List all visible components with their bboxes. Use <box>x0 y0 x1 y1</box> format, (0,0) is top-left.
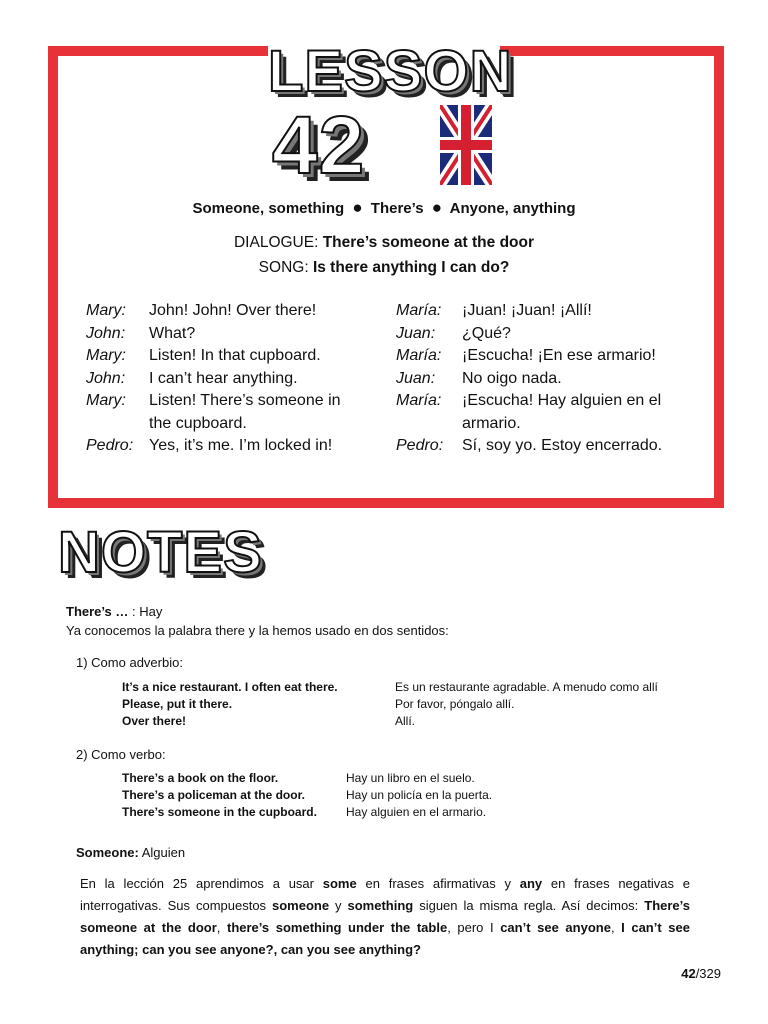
speaker: María: <box>396 302 442 319</box>
explanation-paragraph <box>80 873 690 961</box>
dialogue-line <box>396 300 706 323</box>
para-text: , <box>216 920 227 935</box>
para-bold: someone <box>272 898 330 913</box>
dialogue-line <box>86 368 366 391</box>
speaker: Pedro: <box>396 437 444 454</box>
line-text: ¡Escucha! ¡En ese armario! <box>462 347 656 364</box>
adverb-examples-es <box>395 679 658 730</box>
line-text: Listen! In that cupboard. <box>149 347 321 364</box>
adverb-label: 1) Como adverbio: <box>76 655 183 670</box>
speaker: María: <box>396 392 442 409</box>
adverb-examples-en <box>122 679 338 730</box>
dialogue-label: DIALOGUE: <box>233 234 323 251</box>
notes-heading: NOTES <box>58 520 263 585</box>
verb-examples-es <box>346 770 492 821</box>
line-text: Sí, soy yo. Estoy encerrado. <box>462 437 663 454</box>
example-en: There’s someone in the cupboard. <box>122 805 317 819</box>
para-text: , <box>610 920 622 935</box>
para-text: , pero I <box>447 920 501 935</box>
para-bold: there’s something under the table <box>227 920 448 935</box>
someone-meaning: Alguien <box>138 845 186 860</box>
speaker: Juan: <box>396 324 436 342</box>
song-title <box>0 259 768 277</box>
uk-flag-icon <box>440 105 492 185</box>
para-text: y <box>329 898 348 913</box>
theres-meaning: : Hay <box>131 604 163 619</box>
para-bold: There’s someone at the door <box>80 898 691 935</box>
lesson-title: LESSON <box>268 39 513 104</box>
para-bold: any <box>519 876 543 891</box>
example-es: Hay un libro en el suelo. <box>346 771 475 785</box>
example-es: Hay un policía en la puerta. <box>346 788 493 802</box>
dialogue-line <box>396 435 706 458</box>
para-bold: can’t see anyone <box>500 920 611 935</box>
page-total: /329 <box>695 966 721 981</box>
speaker: Mary: <box>86 347 126 364</box>
example-es: Por favor, póngalo allí. <box>395 697 515 711</box>
para-text: siguen la misma regla. Así decimos: <box>413 898 645 913</box>
line-text: Yes, it’s me. I’m locked in! <box>149 437 333 454</box>
example-en: There’s a book on the floor. <box>122 771 279 785</box>
dialogue-title <box>0 234 768 252</box>
topic-someone: Someone, something <box>192 200 345 217</box>
example-es: Es un restaurante agradable. A menudo como allí <box>395 680 658 694</box>
dialogue-name: There’s someone at the door <box>322 234 535 251</box>
page-number <box>681 966 721 981</box>
dialogue-line <box>86 435 366 458</box>
para-text: en frases negativas e interrogativas. Sus compuestos <box>80 876 690 913</box>
dialogue-line <box>86 300 366 323</box>
speaker: John: <box>86 369 126 387</box>
dialogue-line <box>86 323 366 346</box>
dialogue-line <box>86 390 366 435</box>
dialogue-line <box>396 323 706 346</box>
example-en: There’s a policeman at the door. <box>122 788 305 802</box>
dialogue-line <box>396 345 706 368</box>
dialogue-spanish <box>396 300 706 458</box>
para-bold: I can’t see anything; can you see anyone?, can you see anything? <box>80 920 690 957</box>
theres-intro: Ya conocemos la palabra there y la hemos usado en dos sentidos: <box>66 623 449 638</box>
line-text: ¿Qué? <box>462 324 511 342</box>
line-text: John! John! Over there! <box>149 302 317 319</box>
para-bold: something <box>347 898 414 913</box>
line-text: Listen! There’s someone in the cupboard. <box>149 392 341 432</box>
theres-term: There’s … <box>66 604 132 619</box>
example-es: Allí. <box>395 714 416 728</box>
example-en: It’s a nice restaurant. I often eat there. <box>122 680 338 694</box>
song-name: Is there anything I can do? <box>312 259 510 276</box>
bullet-icon: ● <box>431 198 443 217</box>
lesson-topics <box>0 198 768 218</box>
someone-term: Someone: <box>76 845 139 860</box>
speaker: Mary: <box>86 392 126 409</box>
song-label: SONG: <box>258 259 313 276</box>
para-text: en frases afirmativas y <box>356 876 520 891</box>
dialogue-line <box>396 390 706 435</box>
theres-definition <box>66 603 162 621</box>
line-text: ¡Escucha! Hay alguien en el armario. <box>462 392 662 432</box>
para-bold: some <box>322 876 357 891</box>
speaker: María: <box>396 347 442 364</box>
dialogue-line <box>86 345 366 368</box>
example-en: Over there! <box>122 714 187 728</box>
line-text: What? <box>149 324 196 342</box>
para-text: En la lección 25 aprendimos a usar <box>80 876 323 891</box>
example-es: Hay alguien en el armario. <box>346 805 487 819</box>
speaker: Pedro: <box>86 437 134 454</box>
line-text: ¡Juan! ¡Juan! ¡Allí! <box>462 302 592 319</box>
verb-examples-en <box>122 770 317 821</box>
lesson-number: 42 <box>272 100 366 191</box>
dialogue-english <box>86 300 366 458</box>
example-en: Please, put it there. <box>122 697 233 711</box>
speaker: Mary: <box>86 302 126 319</box>
speaker: Juan: <box>396 369 436 387</box>
line-text: I can’t hear anything. <box>149 369 298 387</box>
bullet-icon: ● <box>352 198 363 217</box>
verb-label: 2) Como verbo: <box>76 747 166 762</box>
speaker: John: <box>86 324 126 342</box>
page-current: 42 <box>681 966 696 981</box>
someone-definition <box>76 844 185 862</box>
dialogue-line <box>396 368 706 391</box>
topic-theres: There’s <box>370 200 424 217</box>
line-text: No oigo nada. <box>462 369 562 387</box>
topic-anyone: Anyone, anything <box>449 200 576 217</box>
